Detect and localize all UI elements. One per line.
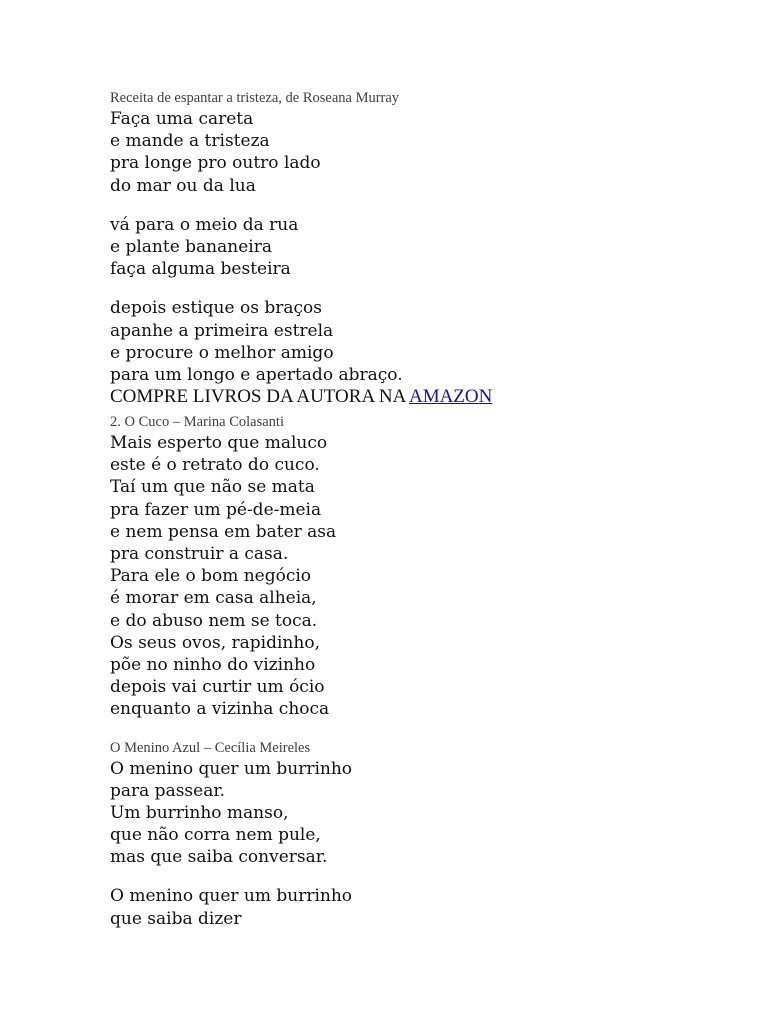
poem-line: Mais esperto que maluco [110, 433, 328, 454]
poem-line: pra longe pro outro lado [110, 153, 321, 174]
poem-line: enquanto a vizinha choca [110, 699, 330, 720]
amazon-link[interactable]: AMAZON [408, 386, 493, 408]
poem-line: para passear. [110, 780, 226, 801]
poem-line: este é o retrato do cuco. [110, 455, 320, 476]
poem-line: põe no ninho do vizinho [110, 654, 316, 675]
document-page [110, 88, 730, 930]
poem-line: mas que saiba conversar. [110, 847, 328, 868]
poem-line: O menino quer um burrinho [110, 886, 353, 907]
poem-line: e do abuso nem se toca. [110, 610, 318, 631]
poem-line: vá para o meio da rua [110, 214, 299, 235]
poem-line: pra fazer um pé-de-meia [110, 499, 322, 520]
poem-line: Para ele o bom negócio [110, 566, 312, 587]
poem-line: faça alguma besteira [110, 259, 291, 280]
poem-line: é morar em casa alheia, [110, 588, 317, 609]
poem-line: Um burrinho manso, [110, 802, 289, 823]
poem-3-heading: O Menino Azul – Cecília Meireles [110, 739, 311, 756]
poem-line: do mar ou da lua [110, 175, 256, 196]
promo-text: COMPRE LIVROS DA AUTORA NA [110, 386, 406, 408]
poem-line: Os seus ovos, rapidinho, [110, 632, 320, 653]
poem-1-heading: Receita de espantar a tristeza, de Roseana Murray [110, 90, 400, 106]
poem-1-stanza-2 [110, 214, 730, 281]
poem-1-stanza-1 [110, 108, 730, 197]
poem-3-stanza-2 [110, 885, 730, 929]
poem-line: depois estique os braços [110, 298, 322, 319]
poem-line: Faça uma careta [110, 109, 254, 129]
poem-line: O menino quer um burrinho [110, 758, 353, 779]
poem-line: que saiba dizer [110, 908, 242, 929]
poem-3-stanza-1 [110, 758, 730, 869]
poem-line: para um longo e apertado abraço. [110, 364, 403, 385]
poem-line: que não corra nem pule, [110, 825, 321, 846]
poem-line: e nem pensa em bater asa [110, 521, 337, 542]
poem-line: e mande a tristeza [110, 131, 270, 152]
poem-1-stanza-3 [110, 297, 730, 386]
poem-2-heading: 2. O Cuco – Marina Colasanti [110, 414, 284, 431]
poem-line: e plante bananeira [110, 236, 272, 257]
poem-line: apanhe a primeira estrela [110, 320, 334, 341]
poem-line: depois vai curtir um ócio [110, 677, 325, 698]
poem-2-stanza [110, 432, 730, 720]
promo-line [110, 386, 730, 408]
poem-line: Taí um que não se mata [110, 477, 315, 498]
poem-line: pra construir a casa. [110, 544, 289, 564]
poem-line: e procure o melhor amigo [110, 342, 334, 363]
